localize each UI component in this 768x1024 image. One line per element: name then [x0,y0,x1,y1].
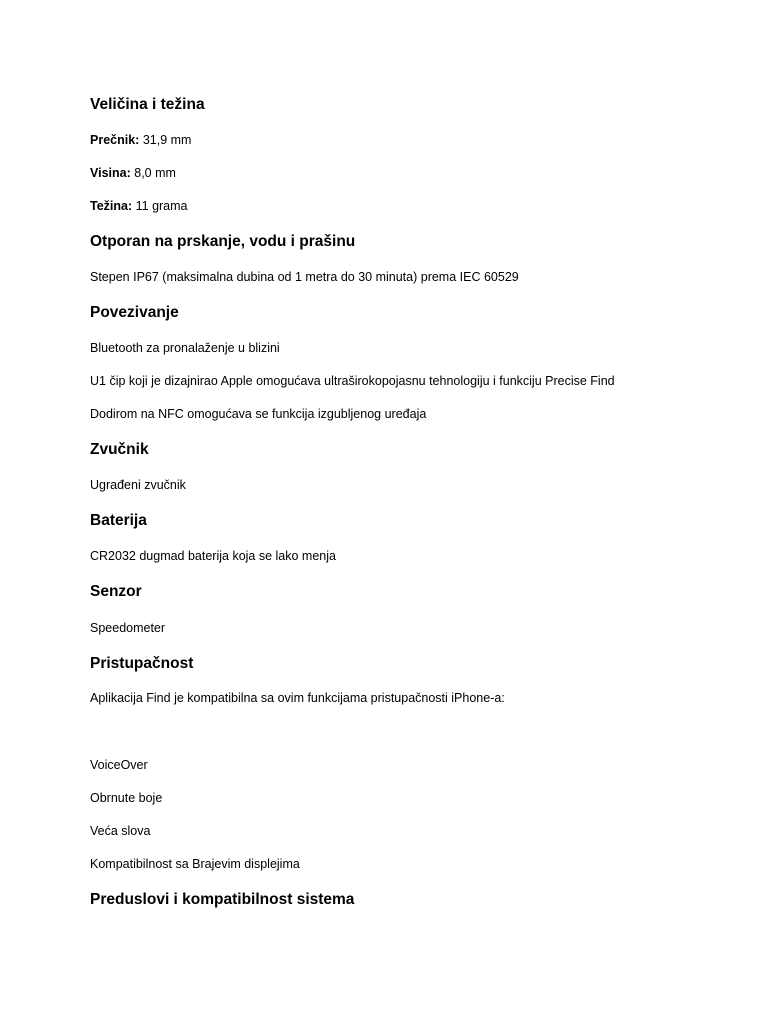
sensor-text: Speedometer [90,621,166,635]
speaker-text: Ugrađeni zvučnik [90,478,186,492]
battery-text: CR2032 dugmad baterija koja se lako menja [90,549,336,563]
spec-diameter-value: 31,9 mm [139,133,192,147]
heading-battery: Baterija [90,512,147,529]
accessibility-item-voiceover: VoiceOver [90,758,148,772]
spec-height [90,167,176,180]
resistance-text: Stepen IP67 (maksimalna dubina od 1 metra do 30 minuta) prema IEC 60529 [90,270,519,284]
heading-size-weight: Veličina i težina [90,96,205,113]
connectivity-line-1: Bluetooth za pronalaženje u blizini [90,341,280,355]
spec-diameter-label: Prečnik: [90,133,140,147]
accessibility-item-braille: Kompatibilnost sa Brajevim displejima [90,857,300,871]
accessibility-item-inverted-colors: Obrnute boje [90,791,163,805]
accessibility-item-larger-text: Veća slova [90,824,151,838]
spec-weight-value: 11 grama [132,199,188,213]
spec-weight-label: Težina: [90,199,133,213]
connectivity-line-2: U1 čip koji je dizajnirao Apple omogućava ultraširokopojasnu tehnologiju i funkciju Precise Find [90,374,615,388]
connectivity-line-3: Dodirom na NFC omogućava se funkcija izgubljenog uređaja [90,407,427,421]
heading-sensor: Senzor [90,583,142,600]
spec-height-label: Visina: [90,166,131,180]
heading-resistance: Otporan na prskanje, vodu i prašinu [90,233,356,250]
spec-weight [90,200,188,213]
spec-diameter [90,134,191,147]
heading-connectivity: Povezivanje [90,304,179,321]
heading-accessibility: Pristupačnost [90,655,194,672]
spec-height-value: 8,0 mm [130,166,176,180]
heading-requirements: Preduslovi i kompatibilnost sistema [90,891,355,908]
heading-speaker: Zvučnik [90,441,149,458]
accessibility-intro: Aplikacija Find je kompatibilna sa ovim funkcijama pristupačnosti iPhone-a: [90,691,505,705]
